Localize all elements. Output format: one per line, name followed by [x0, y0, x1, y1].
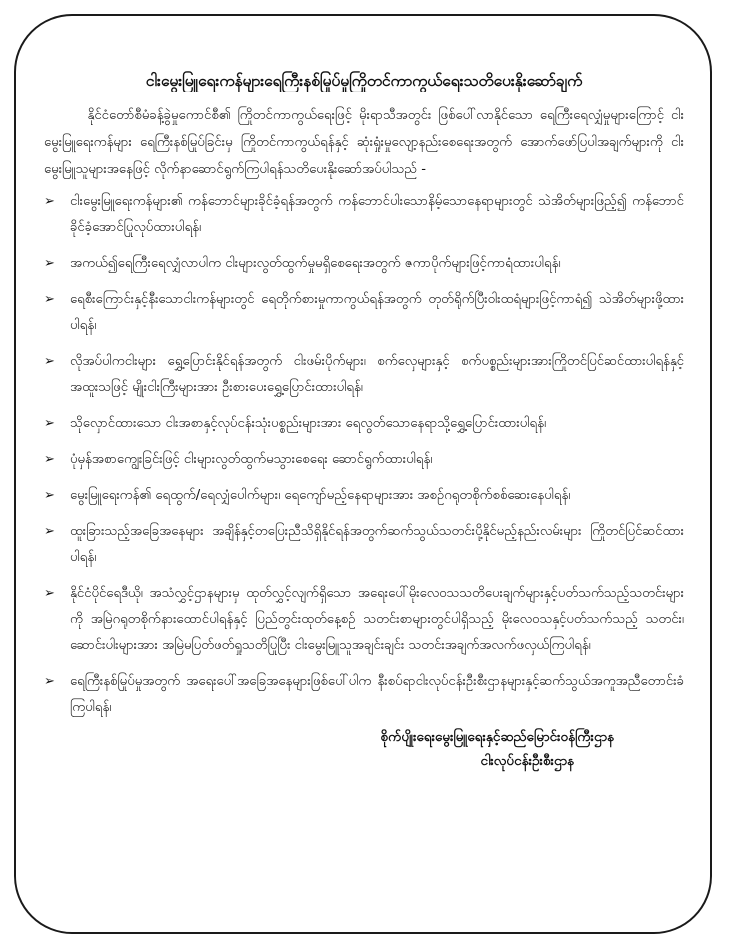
list-item: ➢ လိုအပ်ပါကငါးများ ရွှေ့ပြောင်းနိုင်ရန်အတွက် ငါးဖမ်းပိုက်များ၊ စက်လှေများနှင့် စက်ပစ္စည်းများအားကြိုတင်ပြင်ဆင်ထားပါရန်နှင့် အထူးသဖြင့် မျိုးငါးကြီးများအား ဦးစားပေးရွှေ့ပြောင်းထားပါရန်၊: [44, 349, 684, 401]
intro-paragraph: နိုင်ငံတော်စီမံခန့်ခွဲမှုကောင်စီ၏ ကြိုတင်ကာကွယ်ရေးဖြင့် မိုးရာသီအတွင်း ဖြစ်ပေါ်လာနိုင်သော ရေကြီးရေလျှံမှုများကြောင့် ငါးမွေးမြူရေးကန်များ ရေကြီးနစ်မြုပ်ခြင်းမှ ကြိုတင်ကာကွယ်ရန်နှင့် ဆုံးရှုံးမှုလျော့နည်းစေရေးအတွက် အောက်ဖော်ပြပါအချက်များကို ငါးမွေးမြူသူများအနေဖြင့် လိုက်နာဆောင်ရွက်ကြပါရန်သတိပေးနိုးဆော်အပ်ပါသည် -: [44, 108, 684, 177]
arrow-right-icon: ➢: [44, 524, 55, 539]
arrow-right-icon: ➢: [44, 488, 55, 503]
list-item: ➢ ငါးမွေးမြူရေးကန်များ၏ ကန်ဘောင်များခိုင်ခံ့ရန်အတွက် ကန်ဘောင်ပါးသောနိမ့်သောနေရာများတွင် သဲအိတ်များဖြည့်၍ ကန်ဘောင်ခိုင်ခံ့အောင်ပြုလုပ်ထားပါရန်၊: [44, 189, 684, 241]
signature-department: ငါးလုပ်ငန်းဦးစီးဌာန: [480, 753, 574, 769]
arrow-right-icon: ➢: [44, 292, 55, 307]
arrow-right-icon: ➢: [44, 194, 55, 209]
arrow-right-icon: ➢: [44, 586, 55, 601]
arrow-right-icon: ➢: [44, 256, 55, 271]
list-item: ➢ မွေးမြူရေးကန်၏ ရေထွက်/ရေလျှံပေါက်များ၊ ရေကျော်မည့်နေရာများအား အစဉ်ဂရုတစိုက်စစ်ဆေးနေပါရန်၊: [44, 483, 684, 509]
list-item: ➢ အကယ်၍ရေကြီးရေလျှံလာပါက ငါးများလွတ်ထွက်မှုမရှိစေရေးအတွက် ဇကာပိုက်များဖြင့်ကာရံထားပါရန်၊: [44, 251, 684, 277]
arrow-right-icon: ➢: [44, 354, 55, 369]
list-item: ➢ နိုင်ငံပိုင်ရေဒီယို၊ အသံလွှင့်ဌာနများမှ ထုတ်လွှင့်လျက်ရှိသော အရေးပေါ်မိုးလေဝသသတိပေးချက်များနှင့်ပတ်သက်သည့်သတင်းများကို အမြဲဂရုတစိုက်နားထောင်ပါရန်နှင့် ပြည်တွင်းထုတ်နေ့စဉ် သတင်းစာများတွင်ပါရှိသည့် မိုးလေဝသနှင့်ပတ်သက်သည့် သတင်း၊ ဆောင်းပါးများအား အမြဲမပြတ်ဖတ်ရှုသတိပြုပြီး ငါးမွေးမြူသူအချင်းချင်း သတင်းအချက်အလက်ဖလှယ်ကြပါရန်၊: [44, 581, 684, 659]
list-item: ➢ ရေစီးကြောင်းနှင့်နီးသောငါးကန်များတွင် ရေတိုက်စားမှုကာကွယ်ရန်အတွက် တုတ်ရိုက်ပြီးဝါးထရံများဖြင့်ကာရံ၍ သဲအိတ်များဖို့ထားပါရန်၊: [44, 287, 684, 339]
arrow-right-icon: ➢: [44, 416, 55, 431]
list-item: ➢ ပုံမှန်အစာကျွေးခြင်းဖြင့် ငါးများလွတ်ထွက်မသွားစေရေး ဆောင်ရွက်ထားပါရန်၊: [44, 447, 684, 473]
signature-block: [44, 725, 684, 773]
arrow-right-icon: ➢: [44, 452, 55, 467]
document-frame: [14, 14, 712, 934]
document-title: ငါးမွေးမြူရေးကန်များရေကြီးနစ်မြုပ်မှုကြိုတင်ကာကွယ်ရေးသတိပေးနိုးဆော်ချက်: [145, 72, 583, 90]
list-item: ➢ ထူးခြားသည့်အခြေအနေများ အချိန်နှင့်တပြေးညီသိရှိနိုင်ရန်အတွက်ဆက်သွယ်သတင်းပို့နိုင်မည့်နည်းလမ်းများ ကြိုတင်ပြင်ဆင်ထားပါရန်၊: [44, 519, 684, 571]
advice-list: [44, 189, 684, 721]
list-item: ➢ ရေကြီးနစ်မြုပ်မှုအတွက် အရေးပေါ်အခြေအနေများဖြစ်ပေါ်ပါက နီးစပ်ရာငါးလုပ်ငန်းဦးစီးဌာနများနှင့်ဆက်သွယ်အကူအညီတောင်းခံကြပါရန်၊: [44, 669, 684, 721]
list-item: ➢ သိုလှောင်ထားသော ငါးအစာနှင့်လုပ်ငန်းသုံးပစ္စည်းများအား ရေလွတ်သောနေရာသို့ရွှေ့ပြောင်းထားပါရန်၊: [44, 411, 684, 437]
arrow-right-icon: ➢: [44, 674, 55, 689]
signature-ministry: စိုက်ပျိုးရေးမွေးမြူရေးနှင့်ဆည်မြောင်းဝန်ကြီးဌာန: [380, 729, 614, 745]
